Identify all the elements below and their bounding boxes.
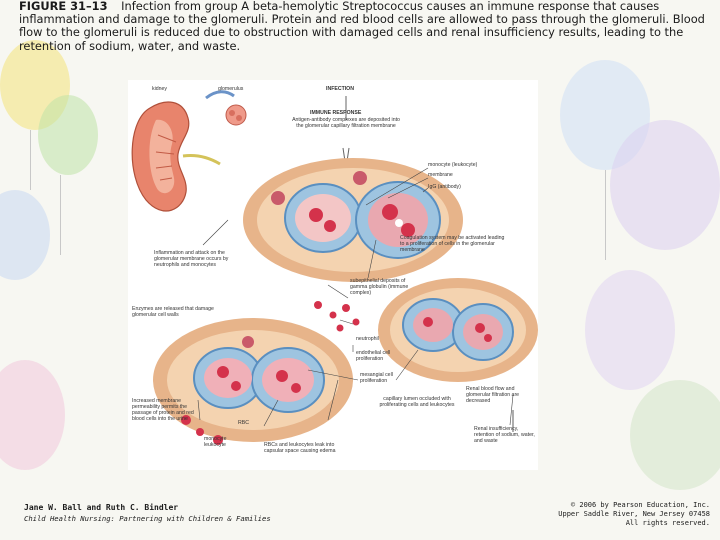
label-monocyte-leukocyte: monocyte leukocyte (204, 436, 227, 448)
balloon-string (60, 175, 61, 255)
figure-label: FIGURE 31–13 (19, 0, 108, 13)
glomerulonephritis-illustration (128, 80, 538, 470)
label-infection: INFECTION (326, 86, 354, 92)
glomerulus-small-drawing (226, 105, 246, 125)
balloon-string (30, 130, 31, 190)
label-igg: IgG (antibody) (428, 184, 461, 190)
label-endothelial: endothelial cell proliferation (356, 350, 391, 362)
label-membrane: membrane (428, 172, 453, 178)
balloon-string (605, 170, 606, 260)
caption-text: Infection from group A beta-hemolytic Streptococcus causes an immune response that causes inflammation and damage to the glomeruli. Protein and red blood cells are allowed to pass through the glomeruli. Blood flow to the glomeruli is reduced due to obstruction with damaged cells and renal insufficiency results, leading to the retention of sodium, water, and waste. (19, 0, 705, 53)
label-immune-response: IMMUNE RESPONSE (310, 110, 362, 116)
balloon-decoration (585, 270, 675, 390)
footer-book-title: Child Health Nursing: Partnering with Children & Families (24, 514, 271, 523)
label-monocyte: monocyte (leukocyte) (428, 162, 478, 168)
figure-caption (19, 0, 709, 53)
label-enzymes: Enzymes are released that damage glomerular cell walls (132, 306, 214, 318)
label-subepithelial: subepithelial deposits of gamma globulin (immune complex) (350, 278, 409, 296)
balloon-decoration (0, 360, 65, 470)
footer-copyright (558, 501, 710, 527)
label-kidney: kidney (152, 86, 167, 92)
footer-authors: Jane W. Ball and Ruth C. Bindler (24, 503, 179, 512)
label-neutrophil: neutrophil (356, 336, 379, 342)
label-capillary: capillary lumen occluded with proliferating cells and leukocytes (379, 396, 455, 408)
copyright-line-3: All rights reserved. (625, 518, 710, 527)
kidney-drawing (132, 102, 220, 211)
balloon-decoration (610, 120, 720, 250)
glomerulus-cross-section-damaged (153, 318, 353, 445)
label-coagulation: Coagulation system may be activated leading to a proliferation of cells in the glomerular membrane (400, 235, 505, 253)
label-renal-flow: Renal blood flow and glomerular filtration are decreased (466, 386, 520, 404)
copyright-line-1: © 2006 by Pearson Education, Inc. (570, 501, 710, 509)
label-immune-response-body: Antigen-antibody complexes are deposited into the glomerular capillary filtration membrane (292, 117, 400, 129)
label-mesangial: mesangial cell proliferation (360, 372, 393, 384)
label-permeability: Increased membrane permeability permits the passage of protein and red blood cells into the urine (132, 398, 194, 422)
label-rbcs-leak: RBCs and leukocytes leak into capsular space causing edema (264, 442, 336, 454)
scattered-blood-cells (314, 301, 360, 332)
balloon-decoration (630, 380, 720, 490)
footer-citation (24, 503, 271, 523)
label-rbc: RBC (238, 420, 249, 426)
label-glomerulus: glomerulus (218, 86, 244, 92)
copyright-line-2: Upper Saddle River, New Jersey 07458 (558, 509, 710, 518)
balloon-decoration (38, 95, 98, 175)
label-inflammation: Inflammation and attack on the glomerular membrane occurs by neutrophils and monocytes (154, 250, 229, 268)
label-renal-insufficiency: Renal insufficiency, retention of sodium, water, and waste (474, 426, 535, 444)
balloon-decoration (0, 190, 50, 280)
arrow-icon (206, 92, 234, 98)
